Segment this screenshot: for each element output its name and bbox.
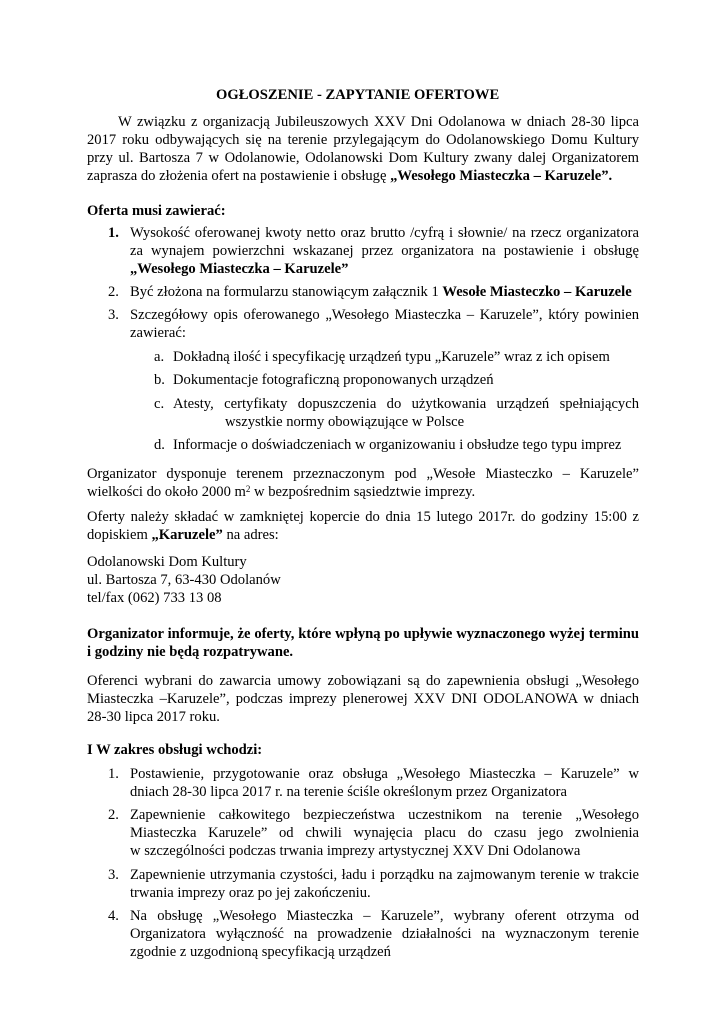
list-item-line: „Wesołego Miasteczka – Karuzele”: [130, 261, 349, 277]
oferty-line: dopiskiem „Karuzele” na adres:: [87, 527, 279, 543]
oferenci-line: 28-30 lipca 2017 roku.: [87, 709, 220, 725]
attachment-name: Wesołe Miasteczko – Karuzele: [442, 284, 632, 300]
sub-item: Informacje o doświadczeniach w organizowaniu i obsłudze tego typu imprez: [173, 437, 622, 453]
list-item-line: Być złożona na formularzu stanowiącym załącznik 1 Wesołe Miasteczko – Karuzele: [130, 284, 632, 300]
list-number: 2.: [108, 807, 119, 823]
list-number: 2.: [108, 284, 119, 300]
address-name: Odolanowski Dom Kultury: [87, 554, 247, 570]
list-item-line: Wysokość oferowanej kwoty netto oraz brutto /cyfrą i słownie/ na rzecz organizatora: [130, 225, 639, 241]
sub-letter: c.: [154, 396, 165, 412]
oferenci-line: Miasteczka –Karuzele”, podczas imprezy plenerowej XXV DNI ODOLANOWA w dniach: [87, 691, 639, 707]
sub-letter: d.: [154, 437, 165, 453]
notice-line: Organizator informuje, że oferty, które wpłyną po upływie wyznaczonego wyżej terminu: [87, 626, 639, 642]
sub-letter: a.: [154, 349, 165, 365]
list-item-line: zgodnie z uzgodnioną specyfikacją urządzeń: [130, 944, 391, 960]
teren-line: Organizator dysponuje terenem przeznaczonym pod „Wesołe Miasteczko – Karuzele”: [87, 466, 639, 482]
list-item-line: w szczególności podczas trwania imprezy artystycznej XXV Dni Odolanowa: [130, 843, 581, 859]
list-item-line: Miasteczka Karuzele” od chwili wynajęcia placu do czasu jego zwolnienia: [130, 825, 639, 841]
sub-item: Dokumentacje fotograficzną proponowanych urządzeń: [173, 372, 494, 388]
list-item-line: Postawienie, przygotowanie oraz obsługa „Wesołego Miasteczka – Karuzele” w: [130, 766, 639, 782]
list-number: 3.: [108, 867, 119, 883]
zakres-heading: I W zakres obsługi wchodzi:: [87, 742, 263, 758]
intro-line: przy ul. Bartosza 7 w Odolanowie, Odolanowski Dom Kultury zwany dalej Organizatorem: [87, 150, 639, 166]
list-item-line: zawierać:: [130, 325, 186, 341]
sub-item: Dokładną ilość i specyfikację urządzeń typu „Karuzele” wraz z ich opisem: [173, 349, 610, 365]
list-number: 3.: [108, 307, 119, 323]
intro-line: 2017 roku odbywających się na terenie przylegającym do Odolanowskiego Domu Kultury: [87, 132, 639, 148]
list-item-line: trwania imprezy oraz po jej zakończeniu.: [130, 885, 371, 901]
list-item-line: dniach 28-30 lipca 2017 r. na terenie ściśle określonym przez Organizatora: [130, 784, 567, 800]
sub-letter: b.: [154, 372, 165, 388]
list-item-line: Na obsługę „Wesołego Miasteczka – Karuzele”, wybrany oferent otrzyma od: [130, 908, 639, 924]
oferenci-line: Oferenci wybrani do zawarcia umowy zobowiązani są do zapewnienia obsługi „Wesołego: [87, 673, 639, 689]
notice-line: i godziny nie będą rozpatrywane.: [87, 644, 294, 660]
teren-line: wielkości do około 2000 $m^2$ w bezpośrednim sąsiedztwie imprezy.: [87, 484, 476, 500]
intro-line: W związku z organizacją Jubileuszowych XXV Dni Odolanowa w dniach 28-30 lipca: [118, 114, 639, 130]
event-name-bold: „Wesołego Miasteczka – Karuzele”.: [390, 168, 613, 184]
list-number: 1.: [108, 225, 119, 241]
oferty-line: Oferty należy składać w zamkniętej kopercie do dnia 15 lutego 2017r. do godziny 15:00 z: [87, 509, 639, 525]
list-number: 1.: [108, 766, 119, 782]
list-item-line: za wynajem powierzchni wskazanej przez organizatora na postawienie i obsługę: [130, 243, 639, 259]
karuzele-bold: „Karuzele”: [151, 527, 223, 543]
list-item-line: Zapewnienie całkowitego bezpieczeństwa uczestnikom na terenie „Wesołego: [130, 807, 639, 823]
sub-item: wszystkie normy obowiązujące w Polsce: [225, 414, 465, 430]
address-street: ul. Bartosza 7, 63-430 Odolanów: [87, 572, 281, 588]
list-item-line: Szczegółowy opis oferowanego „Wesołego Miasteczka – Karuzele”, który powinien: [130, 307, 639, 323]
address-phone: tel/fax (062) 733 13 08: [87, 590, 222, 606]
intro-line: zaprasza do złożenia ofert na postawienie i obsługę „Wesołego Miasteczka – Karuzele”.: [87, 168, 613, 184]
list-number: 4.: [108, 908, 119, 924]
page-title: OGŁOSZENIE - ZAPYTANIE OFERTOWE: [216, 87, 500, 103]
list-item-line: Zapewnienie utrzymania czystości, ładu i porządku na zajmowanym terenie w trakcie: [130, 867, 639, 883]
list-item-line: Organizatora wyłączność na prowadzenie działalności na wyznaczonym terenie: [130, 926, 639, 942]
sub-item: Atesty, certyfikaty dopuszczenia do użytkowania urządzeń spełniających: [173, 396, 639, 412]
oferta-heading: Oferta musi zawierać:: [87, 203, 226, 219]
